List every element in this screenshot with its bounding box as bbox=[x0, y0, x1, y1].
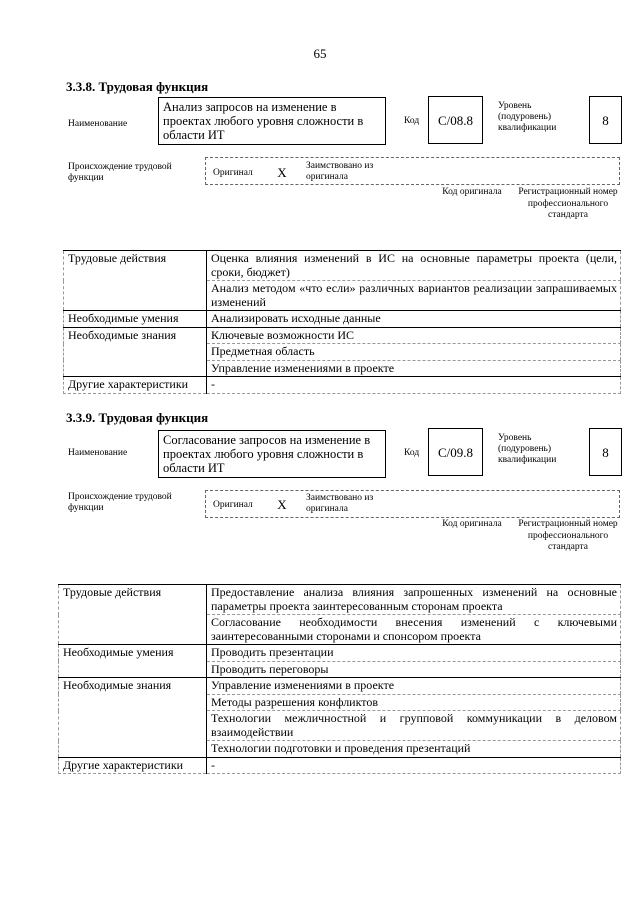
row-header-other: Другие характеристики bbox=[64, 377, 207, 394]
row-header-actions: Трудовые действия bbox=[59, 585, 207, 645]
level-label: Уровень (подуровень) квалификации bbox=[498, 101, 557, 133]
code-label: Код bbox=[404, 448, 420, 458]
table-row bbox=[64, 377, 621, 394]
borrowed-label: Заимствовано из оригинала bbox=[306, 493, 374, 514]
row-header-knowledge: Необходимые знания bbox=[64, 327, 207, 377]
table-cell: Технологии межличностной и групповой коммуникации в деловом взаимодействии bbox=[207, 711, 621, 741]
table-cell: Управление изменениями в проекте bbox=[207, 360, 621, 377]
section-title: 3.3.9. Трудовая функция bbox=[66, 410, 209, 425]
table-row bbox=[59, 757, 621, 774]
table-row bbox=[64, 251, 621, 281]
table-cell: Оценка влияния изменений в ИС на основные параметры проекта (цели, сроки, бюджет) bbox=[207, 251, 621, 281]
row-header-skills: Необходимые умения bbox=[64, 311, 207, 328]
table-cell: Анализ методом «что если» различных вариантов реализации запрашиваемых изменений bbox=[207, 281, 621, 311]
reg-number-caption: Регистрационный номер профессионального стандарта bbox=[518, 187, 618, 220]
code-label: Код bbox=[404, 116, 420, 126]
function-name-box: Анализ запросов на изменение в проектах любого уровня сложности в области ИТ bbox=[158, 97, 386, 145]
code-value-box: C/09.8 bbox=[428, 428, 483, 476]
table-cell: Анализировать исходные данные bbox=[207, 311, 621, 328]
original-x-mark: X bbox=[277, 497, 287, 512]
row-header-actions: Трудовые действия bbox=[64, 251, 207, 311]
table-row bbox=[59, 678, 621, 695]
original-label: Оригинал bbox=[213, 500, 253, 510]
function-table bbox=[58, 584, 621, 774]
original-code-caption: Код оригинала bbox=[442, 519, 502, 529]
level-label: Уровень (подуровень) квалификации bbox=[498, 433, 557, 465]
original-code-caption: Код оригинала bbox=[442, 187, 502, 197]
reg-number-caption: Регистрационный номер профессионального стандарта bbox=[518, 519, 618, 552]
table-row bbox=[64, 327, 621, 344]
table-cell: Управление изменениями в проекте bbox=[207, 678, 621, 695]
function-name-box: Согласование запросов на изменение в проектах любого уровня сложности в области ИТ bbox=[158, 430, 386, 478]
origin-label: Происхождение трудовой функции bbox=[68, 162, 172, 183]
table-cell: Проводить переговоры bbox=[207, 661, 621, 678]
table-cell: - bbox=[207, 377, 621, 394]
section-title: 3.3.8. Трудовая функция bbox=[66, 79, 209, 94]
row-header-knowledge: Необходимые знания bbox=[59, 678, 207, 758]
code-value-box: C/08.8 bbox=[428, 96, 483, 144]
row-header-other: Другие характеристики bbox=[59, 757, 207, 774]
table-row bbox=[59, 645, 621, 662]
name-label: Наименование bbox=[68, 119, 128, 129]
function-table bbox=[63, 250, 621, 394]
table-cell: - bbox=[207, 757, 621, 774]
name-label: Наименование bbox=[68, 448, 128, 458]
origin-row bbox=[205, 490, 620, 518]
table-cell: Методы разрешения конфликтов bbox=[207, 694, 621, 711]
table-cell: Технологии подготовки и проведения презентаций bbox=[207, 741, 621, 758]
page-number: 65 bbox=[313, 46, 327, 61]
table-cell: Проводить презентации bbox=[207, 645, 621, 662]
row-header-skills: Необходимые умения bbox=[59, 645, 207, 678]
table-row bbox=[59, 585, 621, 615]
borrowed-label: Заимствовано из оригинала bbox=[306, 161, 374, 182]
table-cell: Предметная область bbox=[207, 344, 621, 361]
table-cell: Согласование необходимости внесения изменений с ключевыми заинтересованными сторонами и спонсором проекта bbox=[207, 615, 621, 645]
original-x-mark: X bbox=[277, 165, 287, 180]
table-row bbox=[64, 311, 621, 328]
level-value-box: 8 bbox=[589, 428, 622, 476]
original-label: Оригинал bbox=[213, 168, 253, 178]
origin-label: Происхождение трудовой функции bbox=[68, 492, 172, 513]
table-cell: Предоставление анализа влияния запрошенных изменений на основные параметры проекта заинтересованным сторонам проекта bbox=[207, 585, 621, 615]
origin-row bbox=[205, 157, 620, 185]
level-value-box: 8 bbox=[589, 96, 622, 144]
table-cell: Ключевые возможности ИС bbox=[207, 327, 621, 344]
